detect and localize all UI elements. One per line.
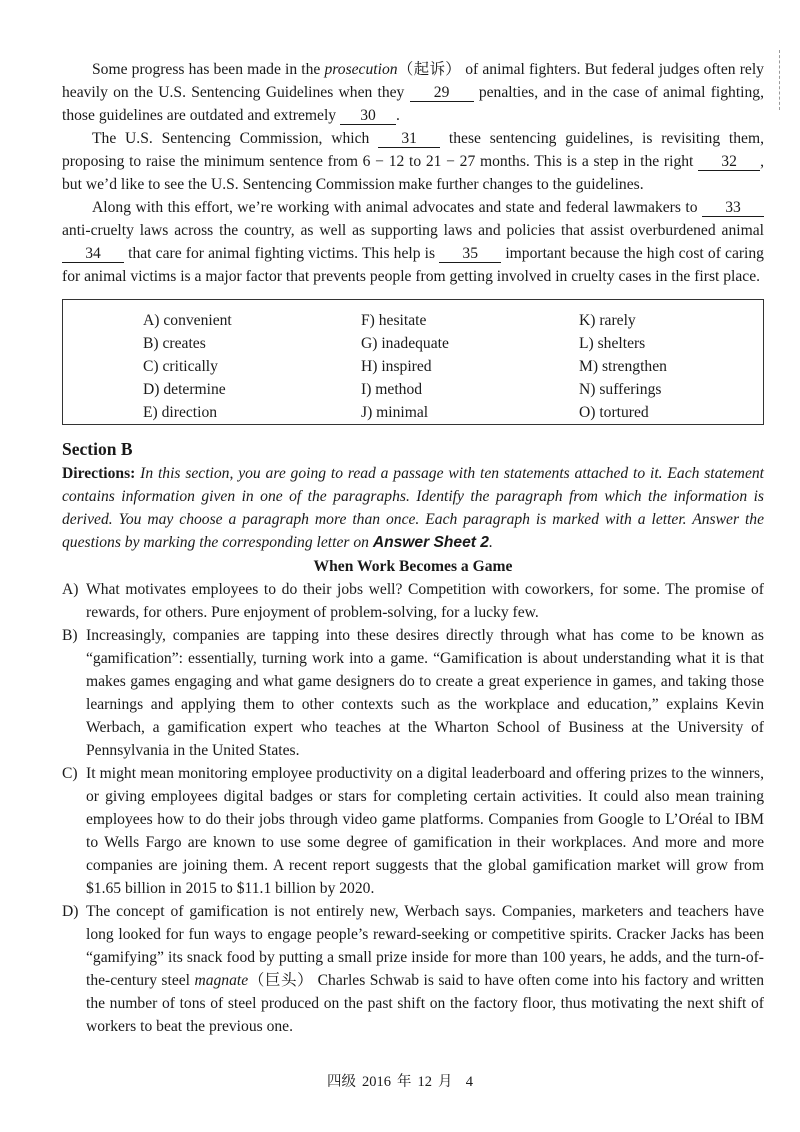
word-bank-column-3 (579, 309, 667, 424)
word-bank-column-2 (361, 309, 449, 424)
paragraph-text: It might mean monitoring employee productivity on a digital leaderboard and offering prizes to the winners, or giving employees digital badges or stars for completing certain activities. It could also mean training employees how to do their jobs through video game platforms. Companies from Google to L’Oréal to IBM to Wells Fargo are known to use some degree of gamification in their workplaces. And more and more companies are joining them. A recent report suggests that the global gamification market will grow from $1.65 billion in 2015 to $11.1 billion by 2020. (86, 765, 764, 897)
paragraph-label: B) (62, 627, 78, 644)
passage1-paragraph-3: Along with this effort, we’re working with animal advocates and state and federal lawmakers to 33 anti-cruelty laws across the country, as well as supporting laws and policies that assist overburdened animal 34 that care for animal fighting victims. This help is 35 important because the high cost of caring for animal victims is a major factor that prevents people from getting involved in cruelty cases in the first place. (62, 199, 764, 285)
blank-35[interactable]: 35 (439, 245, 501, 263)
paragraph-label: C) (62, 765, 78, 782)
word-bank (62, 299, 764, 425)
answer-sheet-label: Answer Sheet 2 (372, 534, 489, 551)
blank-29[interactable]: 29 (410, 84, 474, 102)
word-option: F) hesitate (361, 312, 427, 329)
word-option: C) critically (143, 358, 218, 375)
exam-page (62, 58, 764, 1038)
paragraph-text: What motivates employees to do their jobs well? Competition with coworkers, for some. The promise of rewards, for others. Pure enjoyment of problem-solving, for a lucky few. (86, 581, 764, 621)
exam-year: 2016 (362, 1074, 391, 1090)
blank-34[interactable]: 34 (62, 245, 124, 263)
blank-31[interactable]: 31 (378, 130, 440, 148)
paragraph-text: The concept of gamification is not entirely new, Werbach says. Companies, marketers and teachers have long looked for fun ways to engage people’s reward-seeking or competitive spirits. Cracker Jacks has been “gamifying” its snack food by putting a small prize inside for more than 100 years, he adds, and the turn-of-the-century steel magnate（巨头） Charles Schwab is said to have often come into his factory and written the number of tons of steel produced on the past shift on the factory floor, thus motivating the next shift of workers to beat the previous one. (86, 903, 765, 1035)
gloss-magnate: （巨头） (248, 972, 314, 989)
term-prosecution: prosecution (324, 61, 398, 78)
blank-33[interactable]: 33 (702, 199, 764, 217)
paragraph-d (62, 900, 764, 1038)
paragraph-b (62, 624, 764, 762)
word-bank-column-1 (143, 309, 232, 424)
word-option: N) sufferings (579, 381, 662, 398)
word-option: O) tortured (579, 404, 649, 421)
passage1-paragraph-2: The U.S. Sentencing Commission, which 31 these sentencing guidelines, is revisiting them, proposing to raise the minimum sentence from 6 − 12 to 21 − 27 months. This is a step in the right 32 , but we’d like to see the U.S. Sentencing Commission make further changes to the guidelines. (62, 130, 764, 193)
word-option: M) strengthen (579, 358, 667, 375)
blank-32[interactable]: 32 (698, 153, 760, 171)
page-footer (0, 1072, 800, 1092)
term-magnate: magnate (194, 972, 249, 989)
word-option: L) shelters (579, 335, 646, 352)
blank-30[interactable]: 30 (340, 107, 396, 125)
gloss-prosecution: （起诉） (397, 61, 462, 78)
paragraph-label: D) (62, 903, 79, 920)
word-option: B) creates (143, 335, 206, 352)
month-char: 月 (438, 1074, 453, 1090)
word-option: J) minimal (361, 404, 429, 421)
word-option: G) inadequate (361, 335, 449, 352)
word-option: I) method (361, 381, 423, 398)
page-number: 4 (465, 1074, 473, 1090)
exam-name: 四级 (327, 1074, 356, 1090)
paragraph-label: A) (62, 581, 79, 598)
word-option: H) inspired (361, 358, 432, 375)
year-char: 年 (397, 1074, 412, 1090)
directions-label: Directions: (62, 465, 136, 482)
word-option: E) direction (143, 404, 218, 421)
word-option: A) convenient (143, 312, 232, 329)
section-b-directions: Directions: In this section, you are going to read a passage with ten statements attached to it. Each statement contains information given in one of the paragraphs. Identify the paragraph from which the information is derived. You may choose a paragraph more than once. Each paragraph is marked with a letter. Answer the questions by marking the corresponding letter on Answer Sheet 2. (62, 465, 764, 551)
paragraph-a (62, 578, 764, 624)
scan-edge-mark (779, 50, 780, 110)
word-option: K) rarely (579, 312, 636, 329)
paragraph-text: Increasingly, companies are tapping into these desires directly through what has come to be known as “gamification”: essentially, turning work into a game. “Gamification is about understanding what it is that makes games engaging and what game designers do to create a great experience in games, and taking those learnings and applying them to other contexts such as the workplace and education,” explains Kevin Werbach, a gamification expert who teaches at the Wharton School of Business at the University of Pennsylvania in the United States. (86, 627, 764, 759)
paragraph-c (62, 762, 764, 900)
exam-month: 12 (417, 1074, 432, 1090)
word-option: D) determine (143, 381, 226, 398)
passage-title: When Work Becomes a Game (313, 558, 513, 575)
section-b-title: Section B (62, 439, 133, 459)
passage1-paragraph-1: Some progress has been made in the prosecution（起诉） of animal fighters. But federal judges often rely heavily on the U.S. Sentencing Guidelines when they 29 penalties, and in the case of animal fighting, those guidelines are outdated and extremely 30 . (62, 61, 764, 124)
